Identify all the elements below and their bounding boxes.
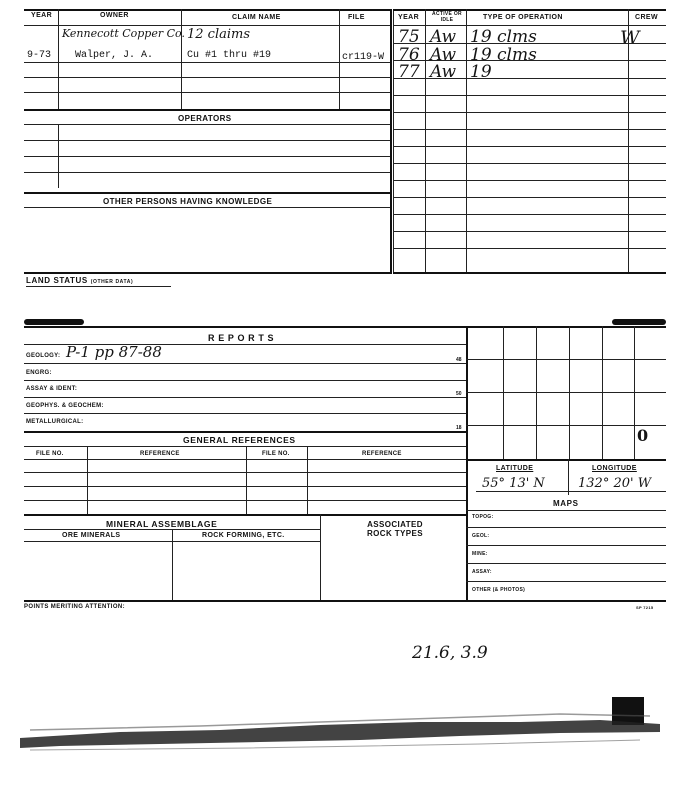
longitude-label: LONGITUDE — [592, 465, 637, 472]
active-idle-header: ACTIVE OR IDLE — [432, 11, 462, 23]
row-year: 9-73 — [27, 50, 52, 61]
act-rule-1 — [393, 43, 666, 44]
top-left-bottom — [24, 272, 390, 274]
genref-rule-2 — [24, 486, 466, 487]
land-status-underline — [26, 286, 171, 287]
act-rule-12 — [393, 231, 666, 232]
maps-title-rule — [466, 510, 666, 511]
operators-label: OPERATORS — [178, 114, 232, 123]
act-row1-crew: W — [620, 27, 640, 49]
grid-mark: 0 — [637, 426, 649, 445]
geophys-label: GEOPHYS. & GEOCHEM: — [26, 403, 104, 409]
maps-mine: MINE: — [472, 551, 488, 557]
col-line-claim — [339, 9, 340, 109]
engrg-rule — [24, 380, 466, 381]
row-rule-2 — [24, 77, 390, 78]
genref-reference-1: REFERENCE — [140, 451, 180, 457]
genref-title-rule — [24, 446, 466, 447]
genref-reference-2: REFERENCE — [362, 451, 402, 457]
act-row2-type: 19 clms — [470, 45, 537, 65]
handwritten-owner: Kennecott Copper Co. — [62, 27, 185, 40]
mineral-col-ore — [172, 529, 173, 600]
latitude-label: LATITUDE — [496, 465, 534, 472]
points-meriting-attention: POINTS MERITING ATTENTION: — [24, 604, 126, 610]
margin-num-1: 48 — [456, 357, 462, 363]
grid-bottom — [466, 459, 666, 461]
scan-noise-band — [0, 700, 678, 760]
act-col-2 — [466, 9, 467, 274]
maps-rule-2 — [466, 545, 666, 546]
genref-col-1 — [87, 446, 88, 514]
mineral-col-associated — [320, 514, 321, 600]
genref-bottom — [24, 514, 466, 516]
metallurgical-label: METALLURGICAL: — [26, 419, 84, 425]
file-header: FILE — [348, 14, 365, 21]
margin-num-2: 50 — [456, 391, 462, 397]
activity-divider-2 — [393, 9, 394, 274]
op-rule-1 — [24, 140, 390, 141]
act-rule-4 — [393, 95, 666, 96]
geophys-rule — [24, 413, 466, 414]
genref-col-3 — [307, 446, 308, 514]
maps-rule-4 — [466, 581, 666, 582]
row-owner: Walper, J. A. — [75, 50, 154, 61]
act-col-1 — [425, 9, 426, 274]
act-row1-status: Aw — [430, 27, 457, 47]
other-persons-rule — [24, 192, 390, 194]
row-rule-1 — [24, 62, 390, 63]
other-persons-underline — [24, 207, 390, 208]
reports-title: R E P O R T S — [208, 333, 275, 343]
col-line-owner — [181, 9, 182, 109]
genref-file-no-1: FILE NO. — [36, 451, 64, 457]
metallurgical-rule — [24, 431, 466, 433]
act-rule-5 — [393, 112, 666, 113]
act-bottom — [393, 272, 666, 274]
other-persons-label: OTHER PERSONS HAVING KNOWLEDGE — [103, 197, 273, 206]
scan-artifact-left — [24, 319, 84, 325]
land-status-label: LAND STATUS (OTHER DATA) — [26, 276, 134, 285]
maps-rule-3 — [466, 563, 666, 564]
act-header-rule — [393, 25, 666, 26]
maps-title: MAPS — [553, 499, 579, 508]
act-rule-3 — [393, 78, 666, 79]
act-rule-8 — [393, 163, 666, 164]
activity-divider-1 — [390, 9, 392, 274]
grid-row-2 — [466, 392, 666, 393]
genref-rule-1 — [24, 472, 466, 473]
op-rule-2 — [24, 156, 390, 157]
geology-value: P-1 pp 87-88 — [66, 343, 162, 361]
rock-forming-header: ROCK FORMING, ETC. — [202, 532, 285, 539]
act-rule-11 — [393, 214, 666, 215]
assay-rule — [24, 397, 466, 398]
row-rule-3 — [24, 92, 390, 93]
grid-row-1 — [466, 359, 666, 360]
row-file: cr119-W — [342, 52, 385, 63]
act-row2-status: Aw — [430, 45, 457, 65]
genref-header-rule — [24, 459, 466, 460]
act-row3-type: 19 — [470, 62, 492, 82]
op-col — [58, 124, 59, 188]
margin-num-3: 18 — [456, 425, 462, 431]
act-row3-status: Aw — [430, 62, 457, 82]
act-row2-year: 76 — [398, 45, 420, 65]
genref-rule-3 — [24, 500, 466, 501]
longitude-value: 132° 20' W — [578, 476, 652, 491]
act-rule-13 — [393, 248, 666, 249]
mineral-assemblage-title: MINERAL ASSEMBLAGE — [106, 519, 218, 529]
form-number: SP 7215 — [636, 605, 654, 610]
handwritten-note: 21.6, 3.9 — [412, 643, 488, 663]
genref-col-2 — [246, 446, 247, 514]
owner-header: OWNER — [100, 12, 129, 19]
act-year-header: YEAR — [398, 14, 420, 21]
coord-divider — [568, 459, 569, 495]
coord-underline — [476, 491, 666, 492]
row-claim: Cu #1 thru #19 — [187, 50, 272, 61]
top-border — [24, 9, 390, 11]
act-rule-7 — [393, 146, 666, 147]
reports-right-divider — [466, 326, 468, 600]
geology-label: GEOLOGY: — [26, 353, 61, 359]
general-references-title: GENERAL REFERENCES — [183, 435, 296, 445]
act-row1-type: 19 clms — [470, 27, 537, 47]
latitude-value: 55° 13' N — [482, 476, 545, 491]
maps-assay: ASSAY: — [472, 569, 492, 575]
maps-rule-1 — [466, 527, 666, 528]
lower-section-bottom — [24, 600, 666, 602]
maps-topog: TOPOG: — [472, 514, 494, 520]
grid-row-3 — [466, 425, 666, 426]
act-row3-year: 77 — [398, 62, 420, 82]
act-rule-2 — [393, 60, 666, 61]
act-rule-10 — [393, 197, 666, 198]
col-line-year — [58, 9, 59, 109]
mineral-header-rule — [24, 541, 320, 542]
op-rule-3 — [24, 172, 390, 173]
header-rule — [24, 25, 390, 26]
year-header: YEAR — [31, 12, 53, 19]
op-rule-0 — [24, 124, 390, 125]
crew-header: CREW — [635, 14, 658, 21]
geology-rule — [24, 363, 466, 364]
handwritten-claims: 12 claims — [187, 27, 251, 42]
act-rule-9 — [393, 180, 666, 181]
maps-geol: GEOL: — [472, 533, 490, 539]
genref-file-no-2: FILE NO. — [262, 451, 290, 457]
scan-artifact-right — [612, 319, 666, 325]
type-operation-header: TYPE OF OPERATION — [483, 14, 563, 21]
act-row1-year: 75 — [398, 27, 420, 47]
maps-other: OTHER (& PHOTOS) — [472, 587, 526, 593]
assay-label: ASSAY & IDENT: — [26, 386, 78, 392]
ore-minerals-header: ORE MINERALS — [62, 532, 121, 539]
associated-rock-types: ASSOCIATED ROCK TYPES — [366, 520, 423, 538]
act-rule-6 — [393, 129, 666, 130]
claim-name-header: CLAIM NAME — [232, 14, 281, 21]
engrg-label: ENGRG: — [26, 370, 52, 376]
operators-rule — [24, 109, 390, 111]
